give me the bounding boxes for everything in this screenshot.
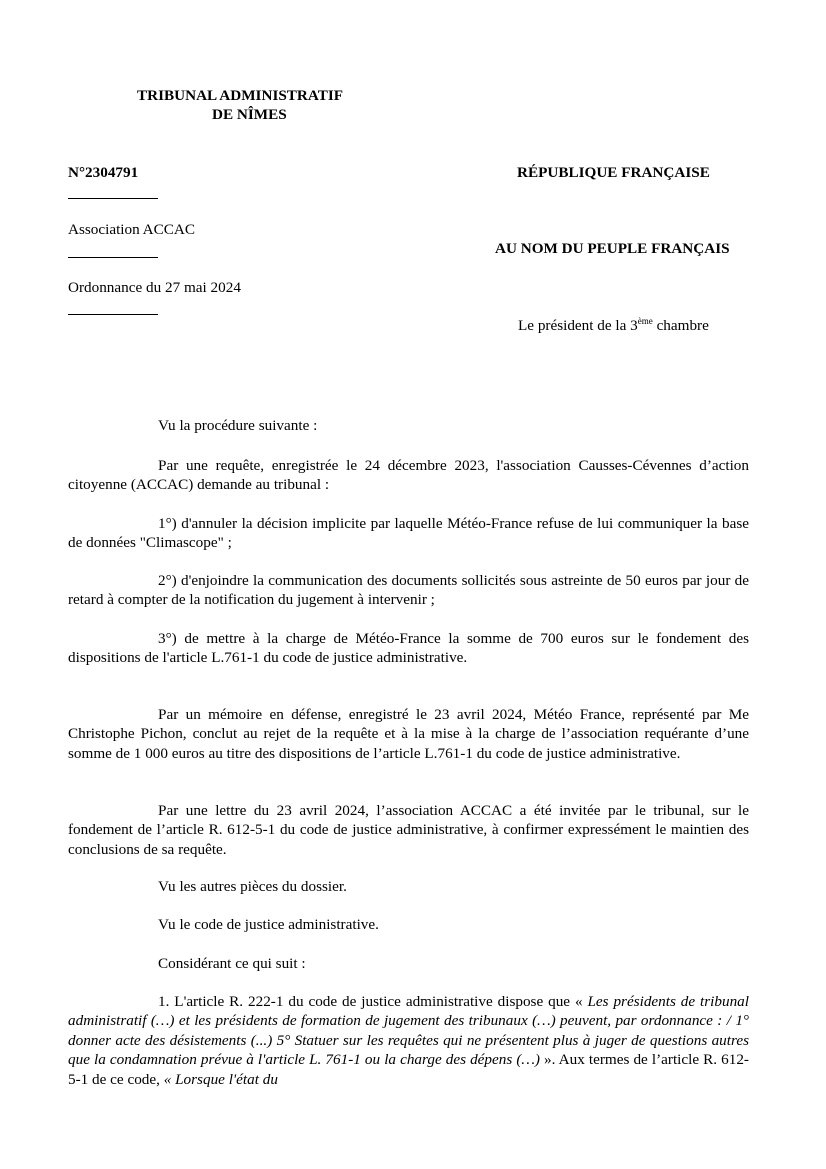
paragraph-code: Vu le code de justice administrative.	[158, 916, 379, 933]
separator-rule	[68, 198, 158, 199]
people-heading: AU NOM DU PEUPLE FRANÇAIS	[495, 240, 730, 257]
separator-rule	[68, 257, 158, 258]
paragraph-autres-pieces: Vu les autres pièces du dossier.	[158, 878, 347, 895]
president-line: Le président de la 3ème chambre	[518, 316, 709, 334]
court-name-line2: DE NÎMES	[212, 106, 287, 123]
paragraph-item-1: 1°) d'annuler la décision implicite par laquelle Météo-France refuse de lui communiquer la base de données "Climascope" ;	[68, 515, 749, 552]
party-name: Association ACCAC	[68, 221, 195, 238]
case-number: N°2304791	[68, 164, 139, 181]
republic-heading: RÉPUBLIQUE FRANÇAISE	[517, 164, 710, 181]
separator-rule	[68, 314, 158, 315]
paragraph-requete: Par une requête, enregistrée le 24 décembre 2023, l'association Causses-Cévennes d’action citoyenne (ACCAC) demande au tribunal :	[68, 457, 749, 494]
paragraph-vu-procedure: Vu la procédure suivante :	[158, 417, 318, 434]
paragraph-memoire: Par un mémoire en défense, enregistré le 23 avril 2024, Météo France, représenté par Me Christophe Pichon, conclut au rejet de la requête et à la mise à la charge de l’association requérante d’une somme de 1 000 euros au titre des dispositions de l’article L.761-1 du code de justice administrative.	[68, 706, 749, 762]
paragraph-lettre: Par une lettre du 23 avril 2024, l’association ACCAC a été invitée par le tribunal, sur le fondement de l’article R. 612-5-1 du code de justice administrative, à confirmer expressément le maintien des conclusions de sa requête.	[68, 802, 749, 858]
paragraph-point-1: 1. L'article R. 222-1 du code de justice administrative dispose que « Les présidents de tribunal administratif (…) et les présidents de formation de jugement des tribunaux (…) peuvent, par ordonnance : / 1° donner acte des désistements (...) 5° Statuer sur les requêtes qui ne présentent plus à juger de questions autres que la condamnation prévue à l'article L. 761-1 ou la charge des dépens (…) ». Aux termes de l’article R. 612-5-1 de ce code, « Lorsque l'état du	[68, 993, 749, 1088]
paragraph-item-3: 3°) de mettre à la charge de Météo-France la somme de 700 euros sur le fondement des dispositions de l'article L.761-1 du code de justice administrative.	[68, 630, 749, 667]
paragraph-item-2: 2°) d'enjoindre la communication des documents sollicités sous astreinte de 50 euros par jour de retard à compter de la notification du jugement à intervenir ;	[68, 572, 749, 609]
order-date: Ordonnance du 27 mai 2024	[68, 279, 241, 296]
paragraph-considerant: Considérant ce qui suit :	[158, 955, 306, 972]
court-name-line1: TRIBUNAL ADMINISTRATIF	[137, 87, 344, 104]
